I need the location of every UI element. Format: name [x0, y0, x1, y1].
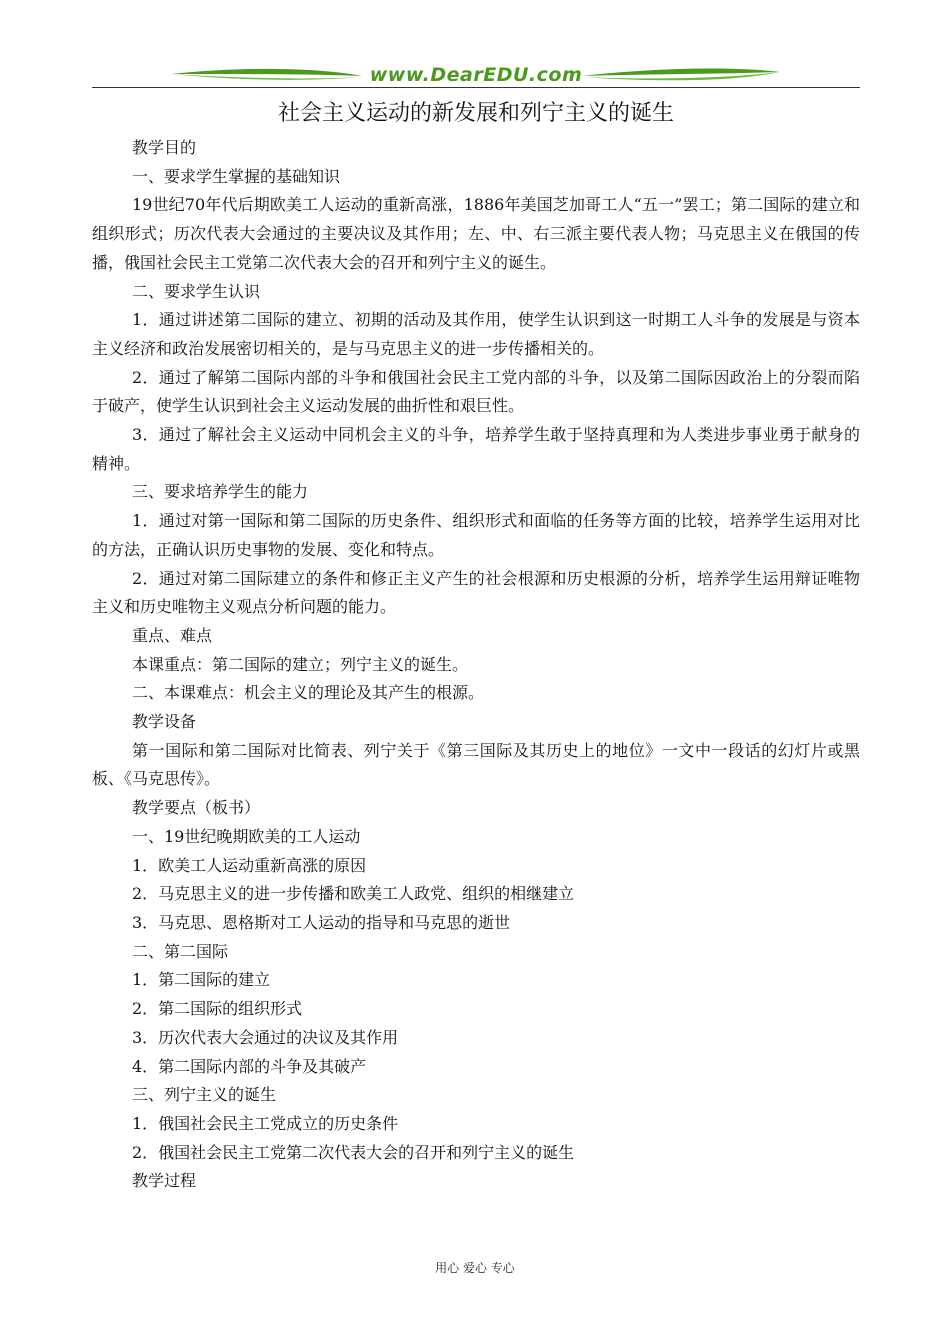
paragraph: 1．通过讲述第二国际的建立、初期的活动及其作用，使学生认识到这一时期工人斗争的发展是与资本主义经济和政治发展密切相关的，是与马克思主义的进一步传播相关的。: [92, 310, 860, 358]
paragraph: 重点、难点: [132, 625, 213, 645]
header-divider: [92, 87, 860, 88]
paragraph: 4．第二国际内部的斗争及其破产: [132, 1056, 367, 1076]
paragraph: 1．欧美工人运动重新高涨的原因: [132, 855, 367, 875]
paragraph: 教学要点（板书）: [132, 798, 261, 818]
site-logo-text: www.DearEDU.com: [369, 64, 583, 86]
paragraph: 一、19世纪晚期欧美的工人运动: [132, 826, 361, 846]
paragraph: 1．通过对第一国际和第二国际的历史条件、组织形式和面临的任务等方面的比较，培养学生运用对比的方法，正确认识历史事物的发展、变化和特点。: [92, 511, 860, 559]
paragraph: 2．俄国社会民主工党第二次代表大会的召开和列宁主义的诞生: [132, 1142, 575, 1162]
paragraph: 一、要求学生掌握的基础知识: [132, 166, 341, 186]
paragraph: 2．通过对第二国际建立的条件和修正主义产生的社会根源和历史根源的分析，培养学生运用辩证唯物主义和历史唯物主义观点分析问题的能力。: [92, 568, 860, 617]
paragraph: 2．马克思主义的进一步传播和欧美工人政党、组织的相继建立: [132, 884, 575, 904]
paragraph: 3．通过了解社会主义运动中同机会主义的斗争，培养学生敢于坚持真理和为人类进步事业勇于献身的精神。: [92, 425, 860, 473]
paragraph: 3．马克思、恩格斯对工人运动的指导和马克思的逝世: [132, 912, 511, 932]
page-title: 社会主义运动的新发展和列宁主义的诞生: [277, 101, 674, 126]
paragraph: 3．历次代表大会通过的决议及其作用: [132, 1027, 399, 1047]
paragraph: 三、要求培养学生的能力: [132, 482, 309, 502]
paragraph: 1．俄国社会民主工党成立的历史条件: [132, 1113, 399, 1133]
paragraph: 教学设备: [132, 712, 197, 732]
paragraph: 三、列宁主义的诞生: [132, 1085, 277, 1105]
page-footer: 用心 爱心 专心: [435, 1261, 515, 1275]
paragraph: 二、本课难点：机会主义的理论及其产生的根源。: [132, 683, 485, 703]
paragraph: 2．第二国际的组织形式: [132, 999, 303, 1019]
paragraph: 教学目的: [132, 138, 197, 157]
paragraph: 教学过程: [132, 1171, 197, 1191]
document-body: [92, 134, 860, 1196]
paragraph: 二、第二国际: [132, 941, 229, 961]
paragraph: 1．第二国际的建立: [132, 970, 271, 990]
paragraph: 二、要求学生认识: [132, 281, 261, 301]
paragraph: 2．通过了解第二国际内部的斗争和俄国社会民主工党内部的斗争，以及第二国际因政治上的分裂而陷于破产，使学生认识到社会主义运动发展的曲折性和艰巨性。: [92, 367, 860, 416]
paragraph: 第一国际和第二国际对比简表、列宁关于《第三国际及其历史上的地位》一文中一段话的幻灯片或黑板、《马克思传》。: [92, 740, 860, 789]
paragraph: 19世纪70年代后期欧美工人运动的重新高涨，1886年美国芝加哥工人“五一”罢工；第二国际的建立和组织形式；历次代表大会通过的主要决议及其作用；左、中、右三派主要代表人物；马克思主义在俄国的传播，俄国社会民主工党第二次代表大会的召开和列宁主义的诞生。: [92, 195, 860, 272]
paragraph: 本课重点：第二国际的建立；列宁主义的诞生。: [132, 654, 469, 674]
